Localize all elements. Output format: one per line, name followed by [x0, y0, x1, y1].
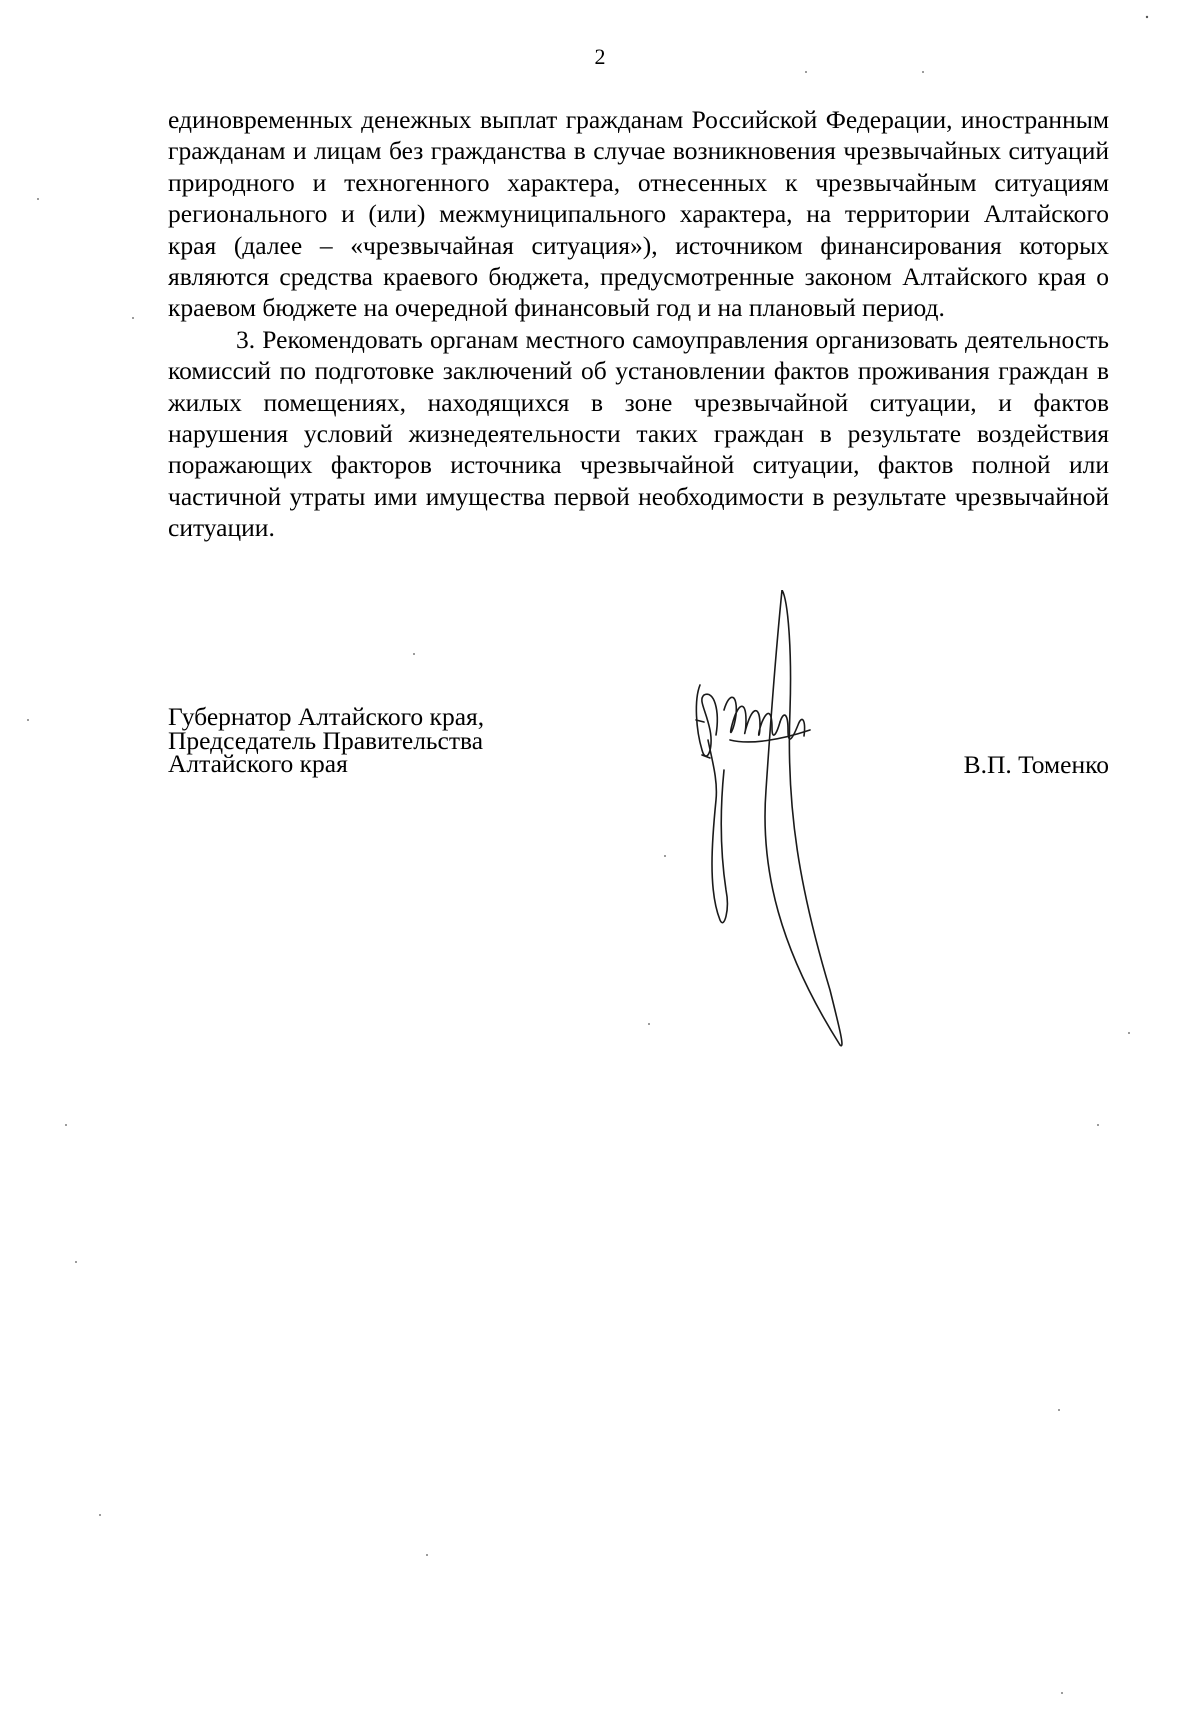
handwritten-signature: [690, 590, 880, 1050]
signatory-title-line: Алтайского края: [168, 749, 348, 778]
signatory-name: В.П. Томенко: [963, 750, 1109, 779]
page-number: 2: [594, 44, 606, 69]
signatory-title: [168, 702, 485, 778]
signatory-title-line: Председатель Правительства: [168, 725, 484, 755]
paragraph-item-3: 3. Рекомендовать органам местного самоуправления организовать деятельность комиссий по подготовке заключений об установлении фактов проживания граждан в жилых помещениях, находящихся в зоне чрезвычайной ситуации, и фактов нарушения условий жизнедеятельности таких граждан в результате воздействия поражающих факторов источника чрезвычайной ситуации, фактов полной или частичной утраты ими имущества первой необходимости в результате чрезвычайной ситуации.: [168, 324, 1109, 543]
signatory-title-line: Губернатор Алтайского края,: [168, 702, 485, 731]
paragraph-continuation: единовременных денежных выплат гражданам Российской Федерации, иностранным гражданам и лицам без гражданства в случае возникновения чрезвычайных ситуаций природного и техногенного характера, отнесенных к чрезвычайным ситуациям регионального и (или) межмуниципального характера, на территории Алтайского края (далее – «чрезвычайная ситуация»), источником финансирования которых являются средства краевого бюджета, предусмотренные законом Алтайского края о краевом бюджете на очередной финансовый год и на плановый период.: [168, 105, 1109, 323]
document-body: [168, 104, 1109, 544]
